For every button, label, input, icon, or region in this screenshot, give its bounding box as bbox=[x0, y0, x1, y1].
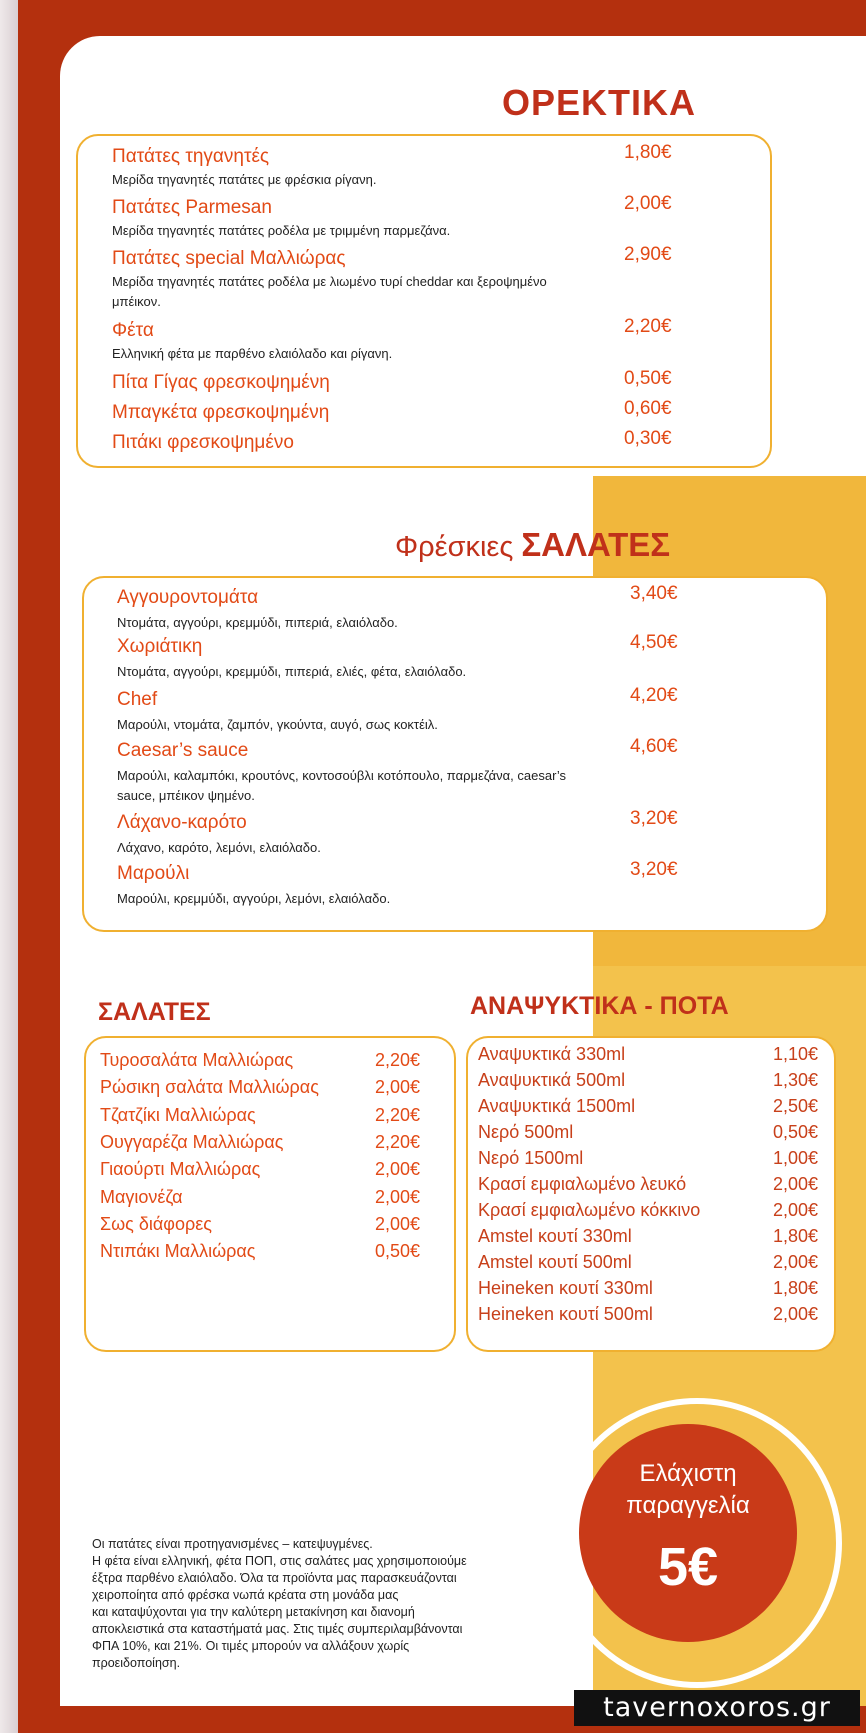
fresh-salad-item-name: Χωριάτικη bbox=[117, 636, 203, 657]
fresh-salad-item-name: Λάχανο-καρότο bbox=[117, 812, 247, 833]
orektika-title: ΟΡΕΚΤΙΚΑ bbox=[502, 82, 697, 123]
footnote-line: έξτρα παρθένο ελαιόλαδο. Όλα τα προϊόντα μας παρασκευάζονται bbox=[92, 1571, 457, 1585]
orektika-item-name: Πατάτες Parmesan bbox=[112, 197, 272, 218]
salates-item-price: 2,00€ bbox=[374, 1186, 420, 1207]
drinks-item-name: Κρασί εμφιαλωμένο κόκκινο bbox=[478, 1200, 701, 1220]
drinks-row bbox=[478, 1304, 818, 1330]
fresh-salad-item-desc: Μαρούλι, καλαμπόκι, κρουτόνς, κοντοσούβλι κοτόπουλο, παρμεζάνα, caesar’s sauce, μπέικον ψημένο. bbox=[117, 768, 567, 803]
salates-row bbox=[100, 1050, 420, 1076]
fresh-salad-item-name: Chef bbox=[117, 689, 158, 710]
salates-row bbox=[100, 1187, 420, 1213]
drinks-item-price: 2,50€ bbox=[772, 1096, 818, 1116]
salates-item-name: Γιαούρτι Μαλλιώρας bbox=[100, 1159, 261, 1180]
drinks-item-price: 2,00€ bbox=[772, 1174, 818, 1194]
drinks-title: ΑΝΑΨΥΚΤΙΚΑ - ΠΟΤΑ bbox=[470, 992, 729, 1020]
salates-item-name: Ουγγαρέζα Μαλλιώρας bbox=[100, 1131, 284, 1152]
footnote bbox=[92, 1536, 542, 1672]
orektika-item-price: 0,30€ bbox=[624, 428, 672, 449]
orektika-item-price: 1,80€ bbox=[624, 142, 672, 163]
salates-row bbox=[100, 1132, 420, 1158]
drinks-row bbox=[478, 1226, 818, 1252]
fresh-salad-item-desc: Μαρούλι, κρεμμύδι, αγγούρι, λεμόνι, ελαιόλαδο. bbox=[117, 891, 391, 906]
drinks-item-price: 2,00€ bbox=[772, 1252, 818, 1272]
drinks-item-price: 1,30€ bbox=[772, 1070, 818, 1090]
salates-row bbox=[100, 1214, 420, 1240]
fresh-salads-title bbox=[395, 526, 670, 564]
footnote-line: Η φέτα είναι ελληνική, φέτα ΠΟΠ, στις σαλάτες μας χρησιμοποιούμε bbox=[92, 1554, 467, 1568]
orektika-item-name: Πιτάκι φρεσκοψημένο bbox=[112, 432, 294, 453]
orektika-item-price: 0,60€ bbox=[624, 398, 672, 419]
drinks-item-name: Νερό 1500ml bbox=[478, 1148, 584, 1168]
footnote-line: και καταψύχονται για την καλύτερη μετακίνηση και διανομή bbox=[92, 1605, 415, 1619]
orektika-item-price: 0,50€ bbox=[624, 368, 672, 389]
orektika-item-name: Μπαγκέτα φρεσκοψημένη bbox=[112, 402, 330, 423]
salates-item-price: 2,00€ bbox=[374, 1159, 420, 1180]
salates-item-price: 2,20€ bbox=[374, 1131, 420, 1152]
drinks-item-price: 1,80€ bbox=[772, 1226, 818, 1246]
drinks-row bbox=[478, 1070, 818, 1096]
salates-row bbox=[100, 1105, 420, 1131]
salates-item-price: 2,20€ bbox=[374, 1104, 420, 1125]
salates-row bbox=[100, 1241, 420, 1267]
footnote-line: αποκλειστικά στα καταστήματά μας. Στις τιμές συμπεριλαμβάνονται bbox=[92, 1622, 463, 1636]
salates-item-name: Ρώσικη σαλάτα Μαλλιώρας bbox=[100, 1077, 319, 1098]
salates-item-name: Σως διάφορες bbox=[100, 1213, 212, 1234]
drinks-row bbox=[478, 1174, 818, 1200]
orektika-item-name: Πίτα Γίγας φρεσκοψημένη bbox=[112, 372, 330, 393]
fresh-salad-item-name: Caesar’s sauce bbox=[117, 740, 249, 761]
orektika-item-name: Πατάτες τηγανητές bbox=[112, 146, 270, 167]
fresh-salad-item-desc: Ντομάτα, αγγούρι, κρεμμύδι, πιπεριά, ελιές, φέτα, ελαιόλαδο. bbox=[117, 664, 467, 679]
fresh-salad-item-desc: Λάχανο, καρότο, λεμόνι, ελαιόλαδο. bbox=[117, 840, 321, 855]
fresh-salad-item-price: 4,60€ bbox=[630, 736, 678, 757]
salates-title: ΣΑΛΑΤΕΣ bbox=[98, 998, 211, 1026]
watermark: tavernoxoros.gr bbox=[574, 1690, 860, 1726]
salates-item-price: 2,00€ bbox=[374, 1077, 420, 1098]
footnote-line: Οι πατάτες είναι προτηγανισμένες – κατεψυγμένες. bbox=[92, 1537, 373, 1551]
fresh-salads-title-prefix: Φρέσκιες bbox=[395, 531, 514, 563]
fold-strip bbox=[0, 0, 18, 1733]
fresh-salad-item-price: 3,20€ bbox=[630, 859, 678, 880]
fresh-salad-item-price: 4,20€ bbox=[630, 685, 678, 706]
drinks-row bbox=[478, 1122, 818, 1148]
drinks-row bbox=[478, 1252, 818, 1278]
min-order-line2: παραγγελία bbox=[626, 1492, 750, 1519]
min-order-amount: 5€ bbox=[657, 1537, 719, 1597]
orektika-item-price: 2,90€ bbox=[624, 244, 672, 265]
drinks-row bbox=[478, 1044, 818, 1070]
orektika-item-desc: Ελληνική φέτα με παρθένο ελαιόλαδο και ρίγανη. bbox=[112, 346, 393, 361]
drinks-item-name: Αναψυκτικά 330ml bbox=[478, 1044, 626, 1064]
min-order-line1: Ελάχιστη bbox=[639, 1460, 737, 1487]
drinks-item-price: 1,80€ bbox=[772, 1278, 818, 1298]
footnote-line: προειδοποίηση. bbox=[92, 1656, 181, 1670]
salates-item-price: 2,20€ bbox=[374, 1050, 420, 1070]
salates-row bbox=[100, 1159, 420, 1185]
min-order-badge bbox=[579, 1424, 797, 1642]
drinks-item-name: Αναψυκτικά 500ml bbox=[478, 1070, 626, 1090]
drinks-item-name: Amstel κουτί 500ml bbox=[478, 1252, 632, 1272]
drinks-item-name: Amstel κουτί 330ml bbox=[478, 1226, 632, 1246]
orektika-item-desc: Μερίδα τηγανητές πατάτες ροδέλα με λιωμένο τυρί cheddar και ξεροψημένο μπέικον. bbox=[112, 274, 547, 309]
orektika-item-name: Πατάτες special Μαλλιώρας bbox=[112, 248, 346, 269]
fresh-salad-item-price: 3,20€ bbox=[630, 808, 678, 829]
drinks-row bbox=[478, 1278, 818, 1304]
drinks-row bbox=[478, 1096, 818, 1122]
footnote-line: χειροποίητα από φρέσκα νωπά κρέατα στη μονάδα μας bbox=[92, 1588, 399, 1602]
orektika-item-price: 2,00€ bbox=[624, 193, 672, 214]
salates-item-name: Τυροσαλάτα Μαλλιώρας bbox=[100, 1050, 294, 1070]
drinks-item-price: 1,00€ bbox=[772, 1148, 818, 1168]
footnote-line: ΦΠΑ 10%, και 21%. Οι τιμές μπορούν να αλλάξουν χωρίς bbox=[92, 1639, 410, 1653]
orektika-item-desc: Μερίδα τηγανητές πατάτες ροδέλα με τριμμένη παρμεζάνα. bbox=[112, 223, 451, 238]
drinks-item-name: Αναψυκτικά 1500ml bbox=[478, 1096, 636, 1116]
drinks-item-price: 1,10€ bbox=[772, 1044, 818, 1064]
fresh-salad-item-name: Αγγουροντομάτα bbox=[117, 587, 259, 608]
fresh-salad-item-price: 3,40€ bbox=[630, 583, 678, 604]
fresh-salad-item-name: Μαρούλι bbox=[117, 863, 190, 884]
salates-item-name: Ντιπάκι Μαλλιώρας bbox=[100, 1241, 256, 1262]
fresh-salad-item-desc: Ντομάτα, αγγούρι, κρεμμύδι, πιπεριά, ελαιόλαδο. bbox=[117, 615, 398, 630]
fresh-salad-item-desc: Μαρούλι, ντομάτα, ζαμπόν, γκούντα, αυγό, σως κοκτέιλ. bbox=[117, 717, 438, 732]
salates-row bbox=[100, 1077, 420, 1103]
orektika-item-desc: Μερίδα τηγανητές πατάτες με φρέσκια ρίγανη. bbox=[112, 172, 377, 187]
drinks-item-price: 0,50€ bbox=[772, 1122, 818, 1142]
salates-item-name: Μαγιονέζα bbox=[100, 1186, 183, 1207]
fresh-salad-item-price: 4,50€ bbox=[630, 632, 678, 653]
salates-item-price: 0,50€ bbox=[374, 1241, 420, 1262]
drinks-item-name: Heineken κουτί 330ml bbox=[478, 1278, 653, 1298]
fresh-salads-title-main: ΣΑΛΑΤΕΣ bbox=[521, 526, 671, 563]
drinks-item-price: 2,00€ bbox=[772, 1304, 818, 1324]
drinks-item-name: Κρασί εμφιαλωμένο λευκό bbox=[478, 1174, 687, 1194]
drinks-row bbox=[478, 1148, 818, 1174]
drinks-item-name: Heineken κουτί 500ml bbox=[478, 1304, 653, 1324]
drinks-item-price: 2,00€ bbox=[772, 1200, 818, 1220]
salates-item-price: 2,00€ bbox=[374, 1213, 420, 1234]
drinks-row bbox=[478, 1200, 818, 1226]
drinks-item-name: Νερό 500ml bbox=[478, 1122, 574, 1142]
orektika-item-price: 2,20€ bbox=[624, 316, 672, 337]
salates-item-name: Τζατζίκι Μαλλιώρας bbox=[100, 1104, 256, 1125]
orektika-item-name: Φέτα bbox=[112, 320, 154, 341]
